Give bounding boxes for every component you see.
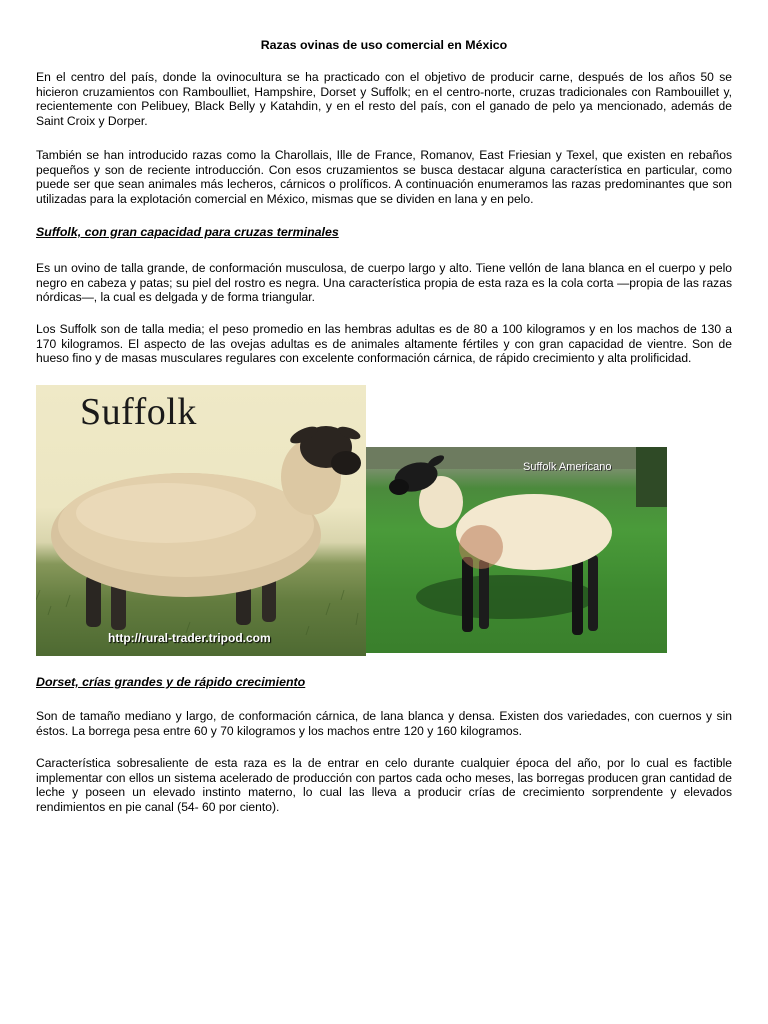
dorset-heading: Dorset, crías grandes y de rápido crecimiento — [36, 675, 306, 689]
suffolk-americano-caption: Suffolk Americano — [523, 461, 612, 473]
dorset-paragraph-2: Característica sobresaliente de esta raza es la de entrar en celo durante cualquier época del año, por lo cual es factible implementar con ellos un sistema acelerado de producción con partos cada ocho meses, las borregas producen gran cantidad de leche y poseen un elevado instinto materno, lo cual las lleva a producir crías de crecimiento sorprendente y elevados rendimientos en pie canal (54- 60 por ciento). — [36, 756, 732, 814]
page-title: Razas ovinas de uso comercial en México — [260, 38, 508, 52]
suffolk-photo-caption: Suffolk — [80, 391, 197, 433]
suffolk-americano-illustration — [366, 447, 667, 653]
suffolk-photo-url: http://rural-trader.tripod.com — [108, 631, 271, 645]
suffolk-heading: Suffolk, con gran capacidad para cruzas terminales — [36, 225, 339, 239]
dorset-paragraph-1: Son de tamaño mediano y largo, de conformación cárnica, de lana blanca y densa. Existen dos variedades, con cuernos y sin éstos. La borrega pesa entre 60 y 70 kilogramos y los machos entre 120 y 160 kilogramos. — [36, 709, 732, 738]
suffolk-paragraph-1: Es un ovino de talla grande, de conformación musculosa, de cuerpo largo y alto. Tiene vellón de lana blanca en el cuerpo y pelo negro en cabeza y patas; su piel del rostro es negra. Una característica propia de esta raza es la cola corta —propia de las razas nórdicas—, la cual es delgada y de forma triangular. — [36, 261, 732, 305]
intro-paragraph-1: En el centro del país, donde la ovinocultura se ha practicado con el objetivo de producir carne, después de los años 50 se hicieron cruzamientos con Ramboulliet, Hampshire, Dorset y Suffolk; en el centro-norte, cruzas tradicionales con Rambouillet y, recientemente con Pelibuey, Black Belly y Katahdin, y en el resto del país, con el ganado de pelo ya mencionado, además de Saint Croix y Dorper. — [36, 70, 732, 128]
intro-paragraph-2: También se han introducido razas como la Charollais, Ille de France, Romanov, East Friesian y Texel, que existen en rebaños pequeños y son de reciente introducción. Con esos cruzamientos se busca destacar alguna característica en particular, como puede ser que sean animales más lecheros, cárnicos o prolíficos. A continuación enumeramos las razas predominantes que son utilizadas para la explotación comercial en México, mismas que se dividen en lana y en pelo. — [36, 148, 732, 206]
suffolk-paragraph-2: Los Suffolk son de talla media; el peso promedio en las hembras adultas es de 80 a 100 kilogramos y en los machos de 130 a 170 kilogramos. El aspecto de las ovejas adultas es de animales altamente fértiles y con gran capacidad de vientre. Son de hueso fino y de masas musculares regulares con excelente conformación cárnica, de rápido crecimiento y alta prolificidad. — [36, 322, 732, 366]
suffolk-americano-photo — [366, 447, 667, 653]
suffolk-photo — [36, 385, 366, 656]
